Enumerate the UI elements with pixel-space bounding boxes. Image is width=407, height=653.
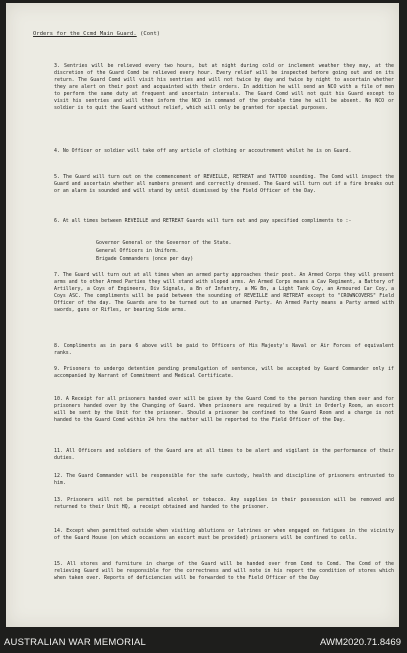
paragraph-number: 3. <box>54 63 60 69</box>
paragraph-text: All stores and furniture in charge of the Guard will be handed over from Comd to Comd. The Comd of the relieving Guard will be responsible for the correctness and will note in his report the condition of stores which when taken over. Reports of deficiencies will be forwarded to the Field Officer of the Day <box>54 561 394 582</box>
paragraph-text: All Officers and soldiers of the Guard are at all times to be alert and vigilant in the performance of their duties. <box>54 448 394 462</box>
paragraph-text: Sentries will be relieved every two hours, but at night during cold or inclement weather they may, at the discretion of the Guard Comd be relieved every hour. Every relief will be inspected before going out and on its return. The Guard Comd will visit his sentries and will not twice by day and twice by night to ascertain whether they are alert on their post and acquainted with their orders. In addition he will send an NCO with a file of men to perform the same duty at frequent and uncertain intervals. The Guard Comd will not quit his Guard except to visit his sentries and will then inform the NCO in command of the probable time he will be absent. No NCO or soldier is to quit the Guard without relief, which will only be granted for special purposes. <box>54 63 394 112</box>
paragraph-text: Prisoners to undergo detention pending promulgation of sentence, will be accepted by Guard Commander only if accompanied by Warrant of Commitment and Medical Certificate. <box>54 366 395 380</box>
paragraph-7 <box>54 272 394 314</box>
document-page <box>6 3 399 627</box>
paragraph-text: A Receipt for all prisoners handed over will be given by the Guard Comd to the person handing them over and for prisoners handed over by the Changing of Guard. When prisoners are required by a Unit in Orderly Room, an escort will be sent by the Unit for the prisoner. Should a prisoner be confined to the Guard Room and a charge is not handed to the Guard Comd within 24 hrs the matter will be reported to the Field Officer of the Day. <box>54 396 394 424</box>
paragraph-text: No Officer or soldier will take off any article of clothing or accoutrement whilst he is on Guard. <box>62 148 352 154</box>
paragraph-text: The Guard Commander will be responsible for the safe custody, health and discipline of prisoners entrusted to him. <box>54 473 394 487</box>
paragraph-number: 8. <box>54 343 60 349</box>
compliments-item: Brigade Commanders (once per day) <box>96 256 194 262</box>
paragraph-number: 7. <box>54 272 60 278</box>
paragraph-15 <box>54 561 394 582</box>
paragraph-4 <box>54 148 394 155</box>
paragraph-12 <box>54 473 394 487</box>
paragraph-9 <box>54 366 394 380</box>
paragraph-number: 11. <box>54 448 63 454</box>
paragraph-6 <box>54 218 394 225</box>
paragraph-number: 10. <box>54 396 63 402</box>
paragraph-number: 6. <box>54 218 60 224</box>
paragraph-number: 5. <box>54 174 60 180</box>
document-title: Orders for the Ccmd Main Guard. <box>33 31 137 37</box>
compliments-item: General Officers in Uniform. <box>96 248 179 254</box>
paragraph-13 <box>54 497 394 511</box>
paragraph-text: Prisoners will not be permitted alcohol or tobacco. Any supplies in their possession will be removed and returned to their Unit HQ, a receipt obtained and handed to the prisoner. <box>54 497 394 511</box>
paragraph-text: The Guard will turn out at all times when an armed party approaches their post. An Armed Corps they will present arms and to other Armed Parties they will stand with sloped arms. An Armed Corps means a Cav Regiment, a Battery of Artillery, a Coys of Engineers, Div Signals, a Bn of Infantry, a MG Bn, a Light Tank Coy, an Armoured Car Coy, a Coys ASC. The compliments will be paid between the sounding of REVEILLE and RETREAT except to "CROWNCOVERS" Field Officer of the day. The Guards are to be turned out to an unarmed Party. An Armed Party means a Party armed with swords, guns or Rifles, or bearing Side arms. <box>54 272 394 314</box>
paragraph-text: Compliments as in para 6 above will be paid to Officers of His Majesty's Naval or Air Forces of equivalent ranks. <box>54 343 394 357</box>
paragraph-text: At all times between REVEILLE and RETREAT Guards will turn out and pay specified compliments to :- <box>62 218 352 224</box>
footer-institution: AUSTRALIAN WAR MEMORIAL <box>4 637 147 648</box>
archive-footer <box>0 629 407 653</box>
paragraph-number: 15. <box>54 561 63 567</box>
paragraph-3 <box>54 63 394 112</box>
paragraph-text: The Guard will turn out on the commencement of REVEILLE, RETREAT and TATTOO sounding. The Comd will inspect the Guard and ascertain whether all numbers present and correctly dressed. The Guard will turn out if a fire breaks out or an alarm is sounded and will stand by until dismissed by the Field Officer of the Day. <box>54 174 394 195</box>
document-header <box>33 31 160 37</box>
paragraph-5 <box>54 174 394 195</box>
paragraph-10 <box>54 396 394 424</box>
paragraph-number: 12. <box>54 473 63 479</box>
paragraph-14 <box>54 528 394 542</box>
document-title-suffix: (Cont) <box>140 31 161 37</box>
paragraph-11 <box>54 448 394 462</box>
paragraph-8 <box>54 343 394 357</box>
compliments-item: Governor General or the Governor of the State. <box>96 240 232 246</box>
paragraph-number: 4. <box>54 148 60 154</box>
paragraph-text: Except when permitted outside when visiting ablutions or latrines or when engaged on fatigues in the vicinity of the Guard House (on which occasions an escort must be provided) prisoners will be confined to cells. <box>54 528 394 542</box>
paragraph-number: 9. <box>54 366 60 372</box>
paragraph-number: 14. <box>54 528 63 534</box>
footer-accession-number: AWM2020.71.8469 <box>320 637 401 648</box>
paragraph-number: 13. <box>54 497 63 503</box>
